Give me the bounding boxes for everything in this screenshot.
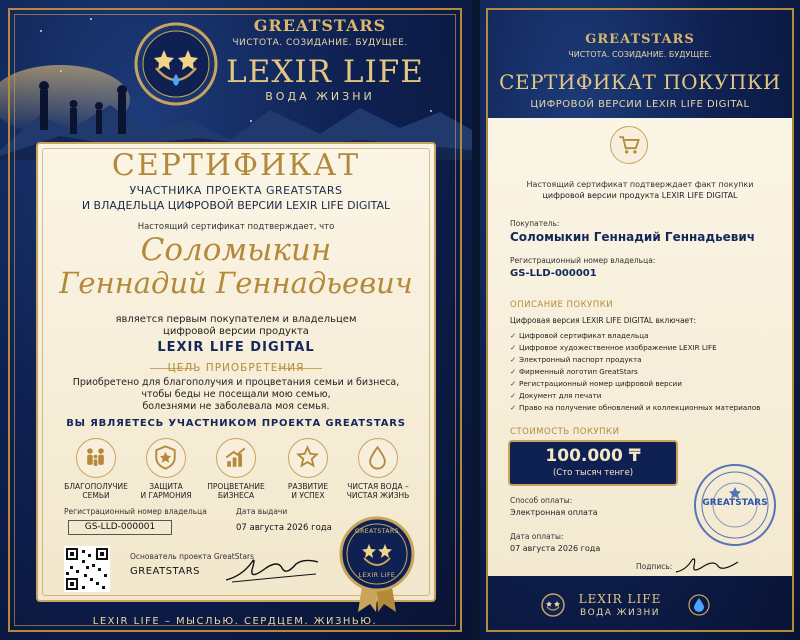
goal-heading: ЦЕЛЬ ПРИОБРЕТЕНИЯ: [167, 362, 305, 374]
reg-number-label: Регистрационный номер владельца: [64, 507, 207, 516]
buyer-label: Покупатель:: [510, 219, 560, 228]
payment-date-label: Дата оплаты:: [510, 532, 564, 541]
water-drop-icon: [688, 594, 710, 616]
payment-method-label: Способ оплаты:: [510, 496, 573, 505]
signature-label: Подпись:: [636, 562, 673, 571]
check-icon: ✓: [510, 391, 517, 400]
cart-icon: [610, 126, 648, 164]
seal-text-bottom: LEXIR LIFE: [358, 572, 396, 579]
feature-label: БЛАГОПОЛУЧИЕ СЕМЬИ: [64, 482, 128, 500]
check-icon: ✓: [510, 343, 517, 352]
signature: [222, 548, 322, 588]
price-heading: СТОИМОСТЬ ПОКУПКИ: [510, 427, 620, 437]
issue-date-label: Дата выдачи: [236, 507, 288, 516]
water-drop-icon: [358, 438, 398, 478]
owner-surname: Соломыкин: [140, 232, 332, 268]
check-icon: ✓: [510, 379, 517, 388]
feature-label: ЗАЩИТА И ГАРМОНИЯ: [140, 482, 192, 500]
check-icon: ✓: [510, 403, 517, 412]
brand-name: GREATSTARS: [253, 16, 387, 35]
list-item: ✓ Цифровое художественное изображение LEXIR LIFE: [510, 343, 717, 352]
footer-tagline: ВОДА ЖИЗНИ: [579, 608, 660, 618]
star-icon: [288, 438, 328, 478]
check-icon: ✓: [510, 331, 517, 340]
status-line-2: цифровой версии продукта: [163, 326, 309, 337]
check-icon: ✓: [510, 367, 517, 376]
reg-number-value: GS-LLD-000001: [510, 268, 597, 279]
intro-line-1: Настоящий сертификат подтверждает факт покупки: [526, 180, 754, 189]
brand-slogan: ЧИСТОТА. СОЗИДАНИЕ. БУДУЩЕЕ.: [568, 50, 712, 59]
footer-motto: LEXIR LIFE – МЫСЛЬЮ. СЕРДЦЕМ. ЖИЗНЬЮ.: [92, 616, 378, 627]
founder-label: Основатель проекта GreatStars: [130, 552, 255, 561]
payment-method-value: Электронная оплата: [510, 508, 598, 517]
description-intro: Цифровая версия LEXIR LIFE DIGITAL включает:: [510, 316, 697, 325]
list-item: ✓ Фирменный логотип GreatStars: [510, 367, 638, 376]
shield-star-icon: [146, 438, 186, 478]
list-item: ✓ Право на получение обновлений и коллекционных материалов: [510, 403, 761, 412]
footer-brand: LEXIR LIFE: [578, 592, 662, 606]
brand-name: GREATSTARS: [585, 32, 695, 47]
certificate-title: СЕРТИФИКАТ: [111, 148, 361, 183]
brand-slogan: ЧИСТОТА. СОЗИДАНИЕ. БУДУЩЕЕ.: [232, 38, 408, 48]
list-item: ✓ Электронный паспорт продукта: [510, 355, 642, 364]
goal-line-3: болезнями не заболевала моя семья.: [142, 401, 330, 412]
family-icon: [76, 438, 116, 478]
product-brand: LEXIR LIFE: [226, 54, 424, 90]
check-icon: ✓: [510, 355, 517, 364]
seal-text-top: GREATSTARS: [354, 528, 399, 535]
subtitle-line-2: И ВЛАДЕЛЬЦА ЦИФРОВОЙ ВЕРСИИ LEXIR LIFE DIGITAL: [81, 199, 391, 212]
member-heading: ВЫ ЯВЛЯЕТЕСЬ УЧАСТНИКОМ ПРОЕКТА GREATSTARS: [66, 418, 406, 429]
reg-number-value: GS-LLD-000001: [68, 520, 172, 535]
feature-label: ЧИСТАЯ ВОДА – ЧИСТАЯ ЖИЗНЬ: [346, 482, 410, 500]
reg-number-label: Регистрационный номер владельца:: [510, 256, 656, 265]
price-value: 100.000 ₸: [545, 446, 641, 466]
product-tagline: ВОДА ЖИЗНИ: [265, 90, 375, 103]
founder-name: GREATSTARS: [130, 566, 201, 577]
issue-date-value: 07 августа 2026 года: [236, 523, 332, 533]
product-name: LEXIR LIFE DIGITAL: [157, 340, 315, 355]
feature-label: РАЗВИТИЕ И УСПЕХ: [287, 482, 329, 500]
buyer-name: Соломыкин Геннадий Геннадьевич: [510, 230, 756, 244]
feature-label: ПРОЦВЕТАНИЕ БИЗНЕСА: [207, 482, 265, 500]
owner-given-names: Геннадий Геннадьевич: [59, 266, 413, 300]
payment-date-value: 07 августа 2026 года: [510, 544, 601, 553]
confirms-text: Настоящий сертификат подтверждает, что: [137, 222, 335, 232]
list-item: ✓ Документ для печати: [510, 391, 602, 400]
growth-chart-icon: [216, 438, 256, 478]
description-heading: ОПИСАНИЕ ПОКУПКИ: [510, 300, 614, 310]
stamp-text: GREATSTARS: [702, 498, 768, 508]
goal-line-1: Приобретено для благополучия и процветания семьи и бизнеса,: [72, 377, 400, 388]
signature: [672, 552, 742, 578]
goal-line-2: чтобы беды не посещали мою семью,: [141, 389, 331, 400]
list-item: ✓ Цифровой сертификат владельца: [510, 331, 649, 340]
subtitle-line-1: УЧАСТНИКА ПРОЕКТА GREATSTARS: [129, 184, 343, 197]
price-in-words: (Сто тысяч тенге): [552, 468, 634, 478]
purchase-title: СЕРТИФИКАТ ПОКУПКИ: [499, 70, 781, 94]
intro-line-2: цифровой версии продукта LEXIR LIFE DIGITAL: [542, 191, 738, 200]
status-line-1: является первым покупателем и владельцем: [115, 314, 357, 325]
qr-code: [64, 546, 110, 592]
list-item: ✓ Регистрационный номер цифровой версии: [510, 379, 682, 388]
purchase-subtitle: ЦИФРОВОЙ ВЕРСИИ LEXIR LIFE DIGITAL: [530, 99, 750, 110]
